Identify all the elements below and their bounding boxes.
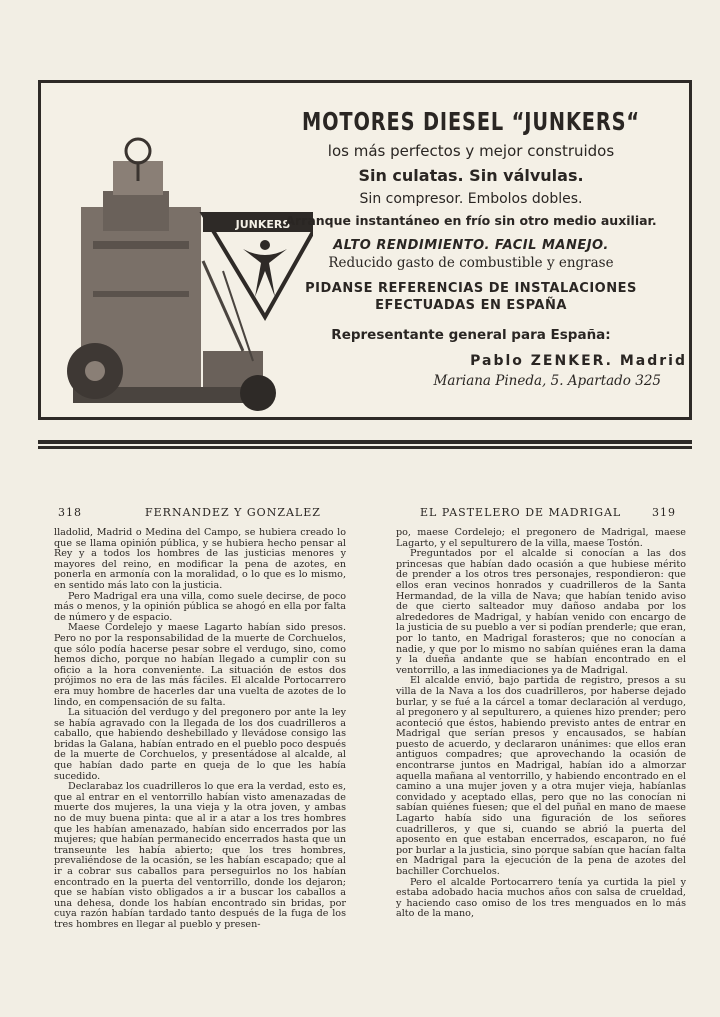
- left-text-column: [54, 528, 346, 931]
- ad-line: los más perfectos y mejor construidos: [327, 142, 615, 160]
- paragraph: El alcalde envió, bajo partida de registro, presos a su villa de la Nava a los dos cuadrilleros, por haberse dejado burlar, y se fué a la cárcel a tomar declaración al verdugo, al pregonero y al sepulturero, a quienes hizo prender; pero aconteció que éstos, habiendo previsto antes de entrar en Madrigal que serían presos y encausados, se habían puesto de acuerdo, y declararon unánimes: que ellos eran antiguos compadres; que aprovechando la ocasión de encontrarse juntos en Madrigal, habían ido a almorzar aquella mañana al ventorrillo, y habiendo encontrado en el camino a una mujer joven y a otra mujer vieja, habíanlas convidado y aceptado ellas, pero que no las conocían ni sabían quiénes fuesen; que el del puñal en mano de maese Lagarto había sido una figuración de los señores cuadrilleros, y que si, cuando se abrió la puerta del aposento en que estaban encerrados, escaparon, no fué por burlar a la justicia, sino porque sabían que hacían falta en Madrigal para la ejecución de la pena de azotes del bachiller Corchuelos.: [396, 675, 686, 877]
- valve-wheel-icon: [126, 139, 150, 163]
- ad-line: EFECTUADAS EN ESPAÑA: [375, 298, 567, 313]
- logo-text: JUNKERS: [235, 218, 291, 231]
- ad-representative-heading: Representante general para España:: [331, 327, 611, 343]
- ad-address: Mariana Pineda, 5. Apartado 325: [433, 373, 661, 389]
- paragraph: Declarabaz los cuadrilleros lo que era la verdad, esto es, que al entrar en el ventorrillo habían visto amenazadas de muerte dos mujeres, la una vieja y la otra joven, y ambas no de muy buena pinta: que al ir a atar a los tres hombres que les habían amenazado, habían sido encerrados por las mujeres; que habían permanecido encerrados hasta que un transeunte les había abierto; que los tres hombres, prevaliéndose de la ocasión, se les habían escapado; que al ir a cobrar sus caballos para perseguirlos no los habían encontrado en la puerta del ventorrillo, donde los dejaron; que se habían visto obligados a ir a buscar los caballos a una dehesa, donde los habían encontrado sin bridas, por cuya razón habían tardado tanto después de la fuga de los tres hombres en llegar al pueblo y presen-: [54, 781, 346, 930]
- right-running-header: EL PASTELERO DE MADRIGAL: [420, 506, 622, 519]
- paragraph: lladolid, Madrid o Medina del Campo, se hubiera creado lo que se llama opinión pública, y se hubiera hecho pensar al Rey y a todos los hombres de las justicias menores y mayores del reino, en modificar la pena de azotes, en ponerla en armonía con la moralidad, o lo que es lo mismo, en sentido más lato con la justicia.: [54, 527, 346, 591]
- paragraph: La situación del verdugo y del pregonero por ante la ley se había agravado con la llegada de los dos cuadrilleros a caballo, que habiendo deshebillado y llevádose consigo las bridas la Galana, habían entrado en el pueblo poco después de la muerte de Corchuelos, y presentádose al alcalde, al que habían dado parte en queja de lo que les había sucedido.: [54, 707, 346, 782]
- paragraph: po, maese Cordelejo; el pregonero de Madrigal, maese Lagarto, y el sepulturero de la villa, maese Tostón.: [396, 527, 686, 549]
- ad-line: Reducido gasto de combustible y engrase: [328, 255, 614, 271]
- paragraph: Pero el alcalde Portocarrero tenía ya curtida la piel y estaba adobado hacia muchos años con salsa de crueldad, y haciendo caso omiso de los tres menguados en lo más alto de la mano,: [396, 876, 686, 920]
- ad-line: ALTO RENDIMIENTO. FACIL MANEJO.: [333, 238, 609, 253]
- ad-copy: [251, 83, 691, 389]
- divider-rule: [38, 446, 692, 449]
- ad-title: MOTORES DIESEL “JUNKERS“: [301, 107, 641, 136]
- ad-line: Arranque instantáneo en frío sin otro medio auxiliar.: [285, 213, 657, 228]
- paragraph: Maese Cordelejo y maese Lagarto habían sido presos. Pero no por la responsabilidad de la muerte de Corchuelos, que sólo podía hacerse pesar sobre el verdugo, sino, como hemos dicho, porque no habían llegado a cumplir con su oficio a la hora conveniente. La situación de estos dos prójimos no era de las más fáciles. El alcalde Portocarrero era muy hombre de hacerles dar una vuelta de azotes de lo lindo, en compensación de su falta.: [54, 622, 346, 708]
- right-page-number: 319: [652, 506, 676, 519]
- right-text-column: [396, 528, 686, 920]
- left-running-header: FERNANDEZ Y GONZALEZ: [145, 506, 321, 519]
- advertisement: [38, 80, 692, 420]
- ad-line: Sin culatas. Sin válvulas.: [358, 166, 584, 185]
- ad-line: PIDANSE REFERENCIAS DE INSTALACIONES: [305, 281, 637, 296]
- left-page-number: 318: [58, 506, 82, 519]
- paragraph: Preguntados por el alcalde si conocían a las dos princesas que habían dado ocasión a que hubiese mérito de prender a los otros tres personajes, respondieron: que ellos eran vecinos honrados y cuadrilleros de la Santa Hermandad, de la villa de Nava; que habían tenido aviso de que cierto salteador muy dañoso andaba por los alrededores de Madrigal, y habían venido con encargo de la justicia de su pueblo a ver si podían prenderle; que eran, por lo tanto, en Madrigal forasteros; que no conocían a nadie, y que por lo mismo no sabían quiénes eran la dama y la dueña andante que se habían encontrado en el ventorrillo, a las inmediaciones ya de Madrigal.: [396, 548, 686, 676]
- ad-representative-name: Pablo ZENKER. Madrid: [470, 353, 687, 369]
- ad-line: Sin compresor. Embolos dobles.: [359, 191, 583, 207]
- divider-rule: [38, 440, 692, 444]
- paragraph: Pero Madrigal era una villa, como suele decirse, de poco más o menos, y la opinión pública se ahogó en ella por falta de número y de espacio.: [54, 590, 346, 623]
